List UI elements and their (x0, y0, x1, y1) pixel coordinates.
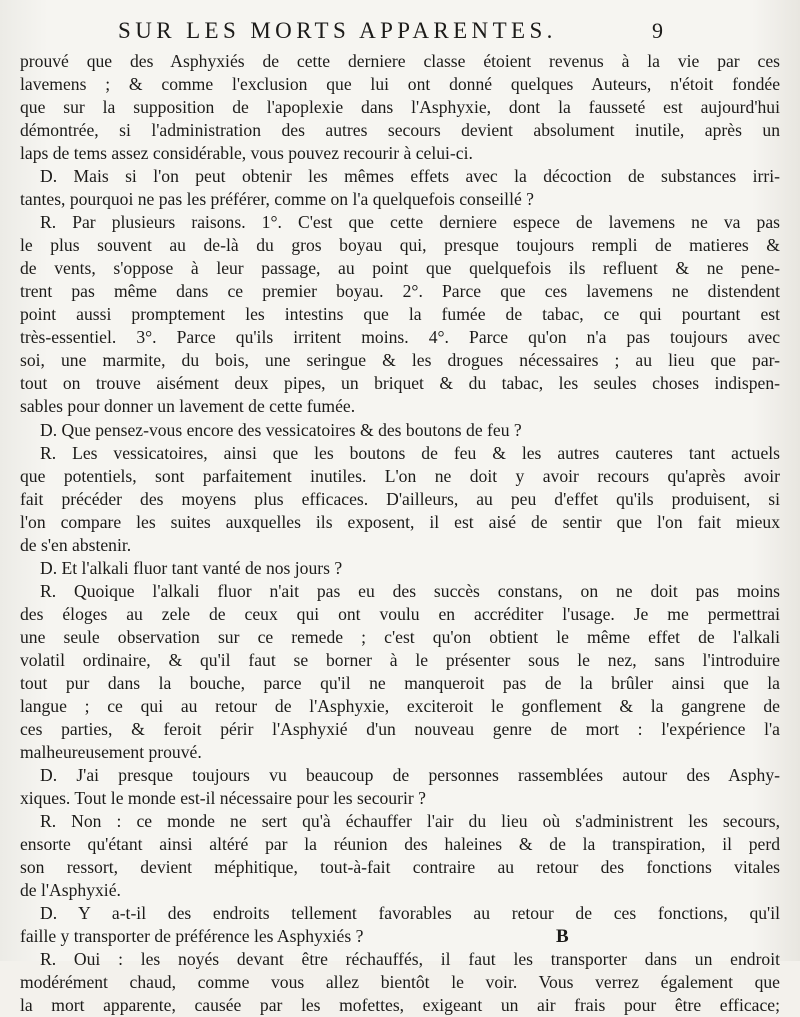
text-line: R. Quoique l'alkali fluor n'ait pas eu des succès constans, on ne doit pas moins (40, 580, 780, 601)
text-line: tout on trouve aisément deux pipes, un briquet & du tabac, les seules choses indispen- (20, 373, 780, 394)
text-line: son ressort, devient méphitique, tout-à-fait contraire au retour des fonctions vitales (20, 857, 780, 878)
text-line: sables pour donner un lavement de cette fumée. (20, 396, 356, 417)
page-header (0, 14, 800, 48)
text-line: l'on compare les suites auxquelles ils exposent, il est aisé de sentir que l'on fait mieux (20, 511, 780, 532)
text-line: que potentiels, sont parfaitement inutiles. L'on ne doit y avoir recours qu'après avoir (20, 465, 780, 486)
text-line: laps de tems assez considérable, vous pouvez recourir à celui-ci. (20, 143, 473, 164)
text-line: D. Mais si l'on peut obtenir les mêmes effets avec la décoction de substances irri- (40, 166, 780, 187)
text-line: très-essentiel. 3°. Parce qu'ils irritent moins. 4°. Parce qu'on n'a pas toujours avec (20, 327, 780, 348)
text-line: lavemens ; & comme l'exclusion que lui ont donné quelques Auteurs, n'étoit fondée (20, 74, 780, 95)
text-line: D. J'ai presque toujours vu beaucoup de personnes rassemblées autour des Asphy- (40, 764, 780, 785)
text-line: R. Par plusieurs raisons. 1°. C'est que cette derniere espece de lavemens ne va pas (40, 212, 780, 233)
text-line: volatil ordinaire, & qu'il faut se borner à le présenter sous le nez, sans l'introduire (20, 649, 780, 670)
text-line: malheureusement prouvé. (20, 741, 202, 762)
text-line: xiques. Tout le monde est-il nécessaire pour les secourir ? (20, 788, 426, 808)
text-line: trent pas même dans ce premier boyau. 2°. Parce que ces lavemens ne distendent (20, 281, 780, 302)
text-line: ensorte qu'étant ainsi altéré par la réunion des haleines & de la transpiration, il perd (20, 834, 780, 855)
text-line: prouvé que des Asphyxiés de cette derniere classe étoient revenus à la vie par ces (20, 51, 780, 71)
text-line: R. Non : ce monde ne sert qu'à échauffer l'air du lieu où s'administrent les secours, (40, 811, 780, 832)
text-line: D. Et l'alkali fluor tant vanté de nos jours ? (40, 557, 343, 578)
text-line: démontrée, si l'administration des autres secours devient absolument inutile, après un (20, 120, 780, 141)
text-line: R. Oui : les noyés devant être réchauffés, il faut les transporter dans un endroit (40, 949, 780, 970)
body-text (20, 50, 780, 1017)
signature-mark: B (556, 926, 569, 947)
text-line: tantes, pourquoi ne pas les préférer, comme on l'a quelquefois conseillé ? (20, 189, 534, 210)
text-line: fait précéder des moyens plus efficaces. D'ailleurs, au peu d'effet qu'ils produisent, si (20, 488, 780, 509)
text-line: de vents, s'oppose à leur passage, au point que quelquefois ils refluent & ne pene- (20, 258, 780, 279)
text-line: langue ; ce qui au retour de l'Asphyxie, exciteroit le gonflement & la gangrene de (20, 695, 780, 716)
text-line: modérément chaud, comme vous allez bientôt le voir. Vous verrez également que (20, 972, 780, 993)
text-line: D. Y a-t-il des endroits tellement favorables au retour de ces fonctions, qu'il (40, 903, 780, 924)
text-line: point aussi promptement les intestins que la fumée de tabac, ce qui pourtant est (20, 304, 780, 325)
text-line: de s'en abstenir. (20, 534, 132, 555)
text-line: une seule observation sur ce remede ; c'est qu'on obtient le même effet de l'alkali (20, 626, 780, 647)
text-line: que sur la supposition de l'apoplexie dans l'Asphyxie, dont la fausseté est aujourd'hui (20, 97, 780, 118)
page-number: 9 (652, 18, 663, 43)
text-line: de l'Asphyxié. (20, 880, 121, 901)
text-line: soi, une marmite, du bois, une seringue & les drogues nécessaires ; au lieu que par- (20, 350, 780, 371)
text-line: D. Que pensez-vous encore des vessicatoires & des boutons de feu ? (40, 419, 522, 440)
text-line: R. Les vessicatoires, ainsi que les boutons de feu & les autres cauteres tant actuels (40, 442, 780, 463)
text-line: faille y transporter de préférence les Asphyxiés ? (20, 926, 364, 947)
text-line: tout pur dans la bouche, parce qu'il ne manqueroit pas de la brûler ainsi que la (20, 672, 780, 693)
text-line: la mort apparente, causée par les mofettes, exigeant un air frais pour être efficace; (20, 995, 780, 1016)
text-line: le plus souvent au de-là du gros boyau qui, presque toujours rempli de matieres & (20, 235, 780, 256)
text-line: ces parties, & feroit périr l'Asphyxié d'un nouveau genre de mort : l'expérience l'a (20, 718, 780, 739)
text-line: des éloges au zele de ceux qui ont voulu en accréditer l'usage. Je me permettrai (20, 603, 780, 624)
running-head: SUR LES MORTS APPARENTES. (118, 18, 557, 43)
